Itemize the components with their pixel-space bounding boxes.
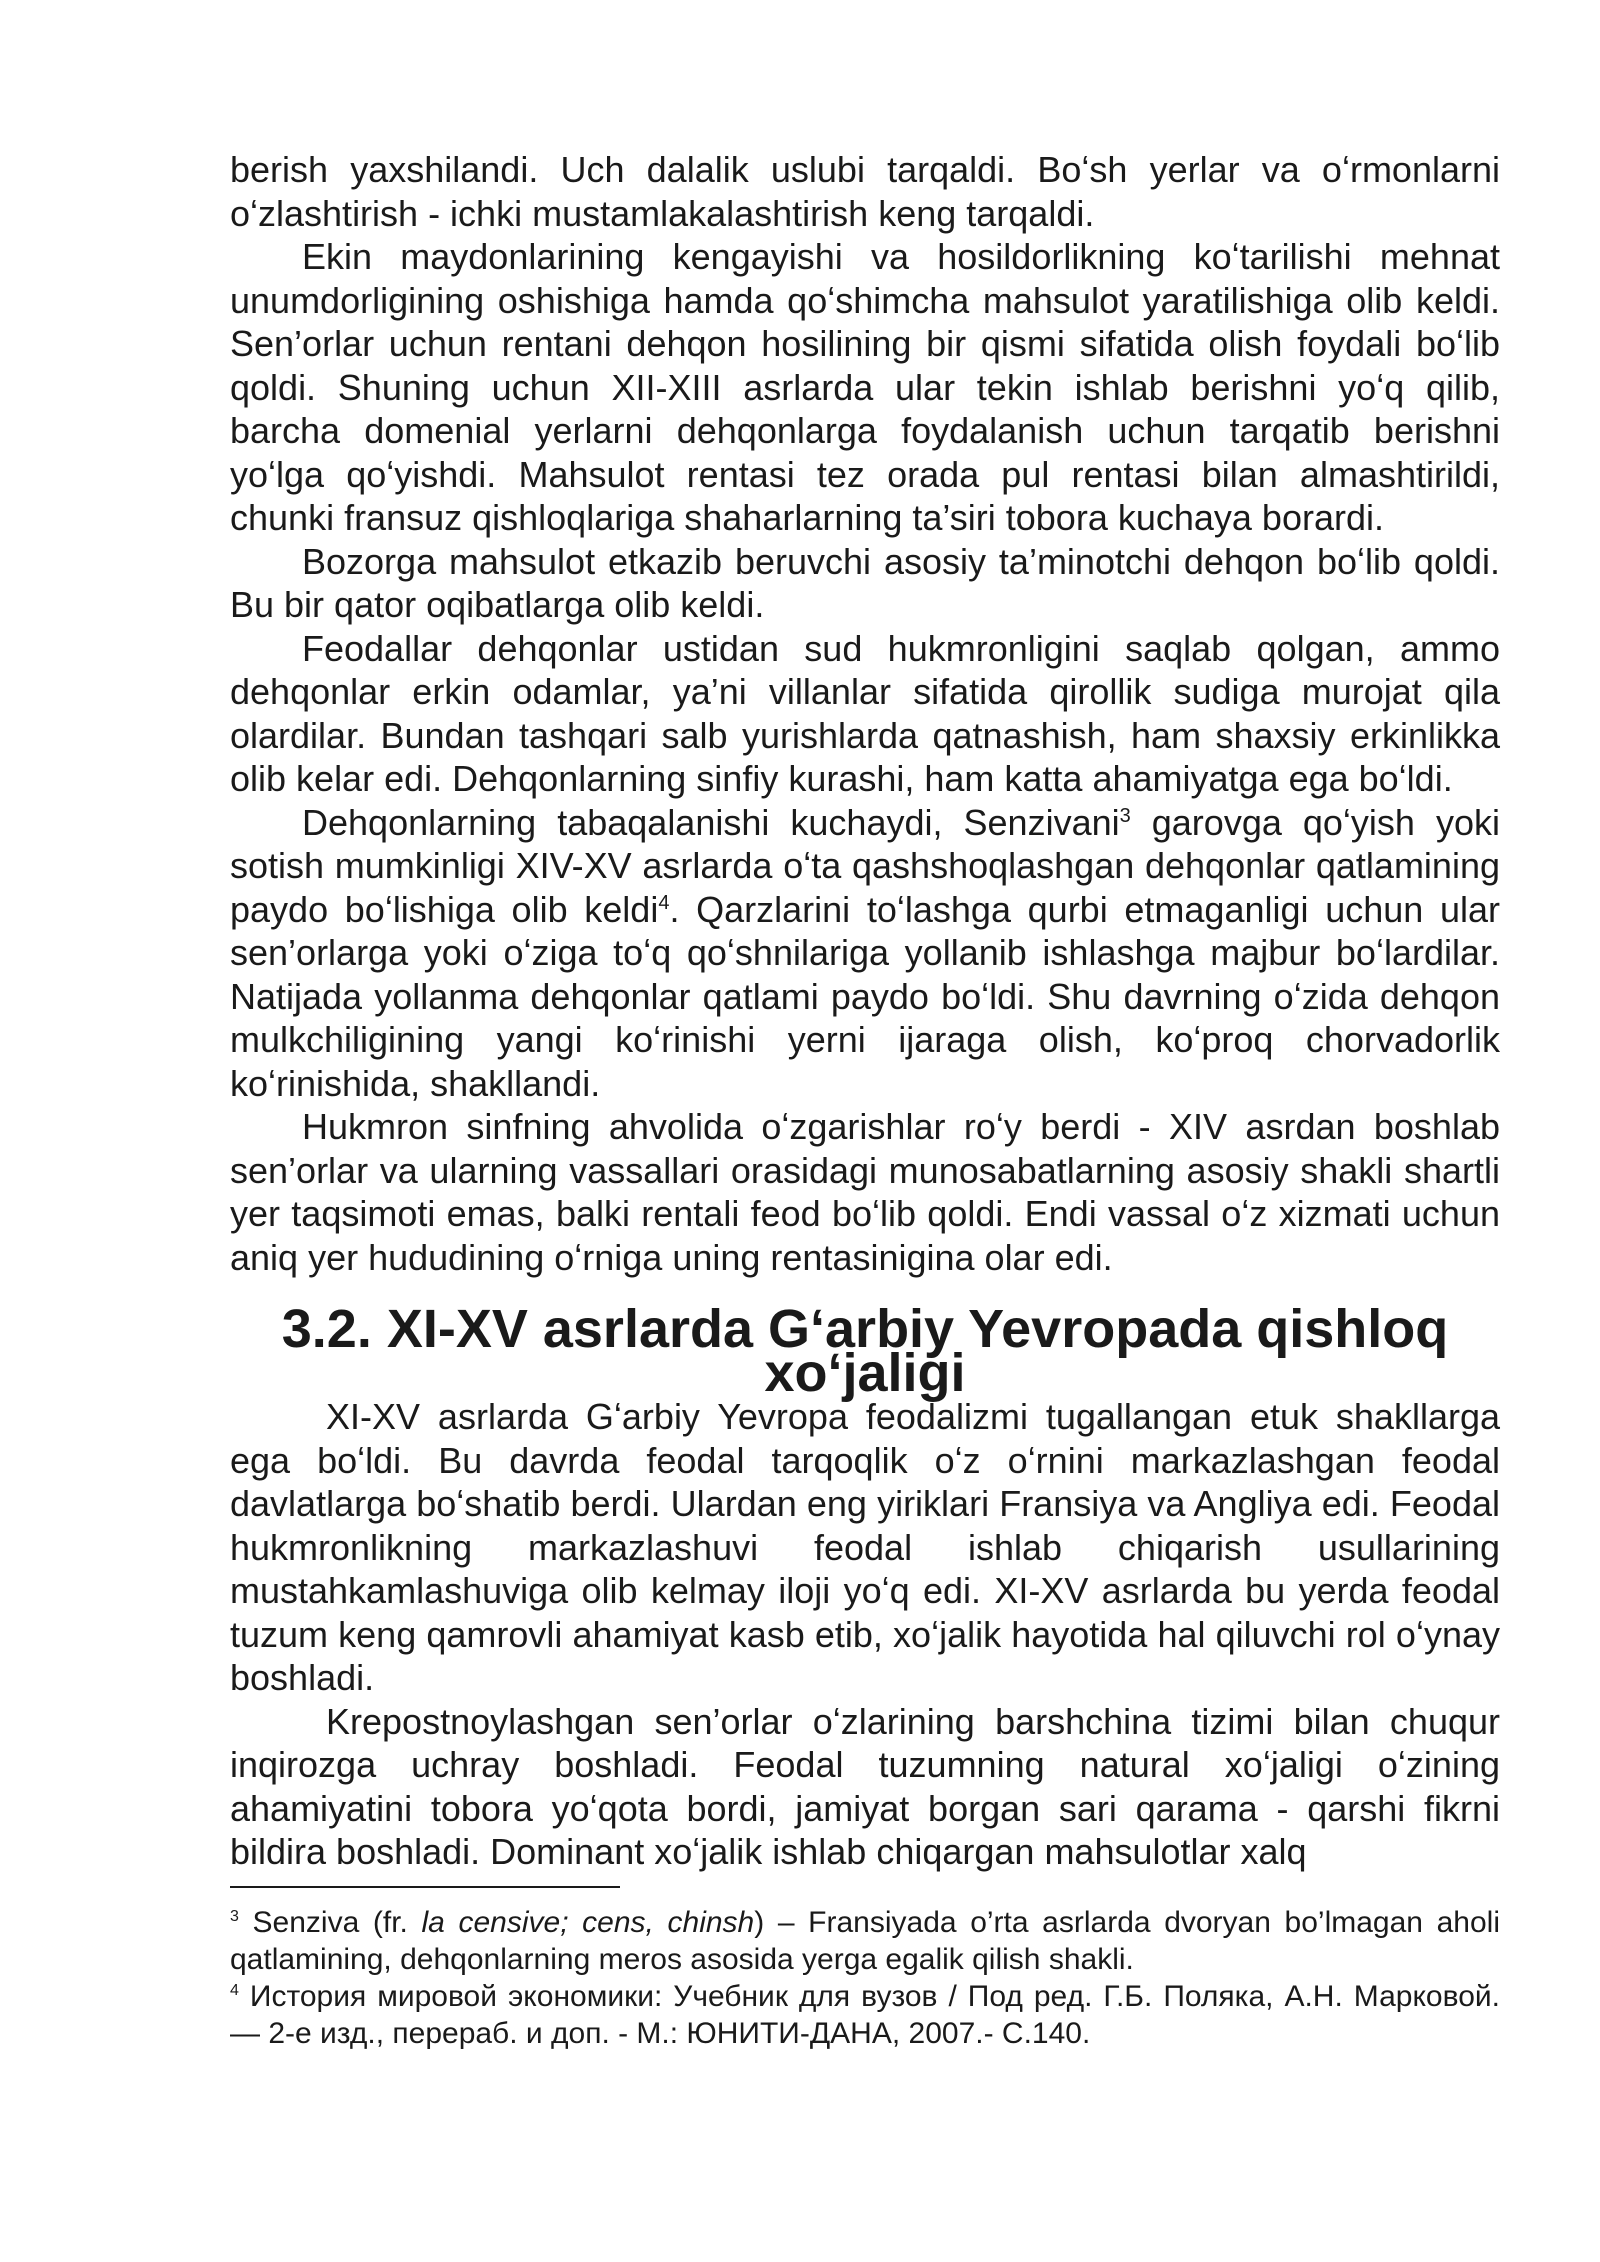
footnote-4 bbox=[230, 1978, 1500, 2052]
paragraph-ekin: Ekin maydonlarining kengayishi va hosildorlikning koʻtarilishi mehnat unumdorligining oshishiga hamda qoʻshimcha mahsulot yaratilishiga olib keldi. Sen’orlar uchun rentani dehqon hosilining bir qismi sifatida olish foydali boʻlib qoldi. Shuning uchun XII-XIII asrlarda ular tekin ishlab berishni yoʻq qilib, barcha domenial yerlarni dehqonlarga foydalanish uchun tarqatib berishni yoʻlga qoʻyishdi. Mahsulot rentasi tez orada pul rentasi bilan almashtirildi, chunki fransuz qishloqlariga shaharlarning ta’siri tobora kuchaya borardi. bbox=[230, 236, 1500, 538]
document-page bbox=[230, 148, 1500, 2052]
footnote-text: История мировой экономики: Учебник для вузов / Под ред. Г.Б. Поляка, А.Н. Марковой. — 2-е изд., перераб. и доп. - М.: ЮНИТИ-ДАНА, 2007.- С.140. bbox=[230, 1979, 1500, 2050]
paragraph-feodallar: Feodallar dehqonlar ustidan sud hukmronligini saqlab qolgan, ammo dehqonlar erkin odamlar, ya’ni villanlar sifatida qirollik sudiga murojat qila olardilar. Bundan tashqari salb yurishlarda qatnashish, ham shaxsiy erkinlikka olib kelar edi. Dehqonlarning sinfiy kurashi, ham katta ahamiyatga ega boʻldi. bbox=[230, 627, 1500, 799]
paragraph-continuation: berish yaxshilandi. Uch dalalik uslubi tarqaldi. Boʻsh yerlar va oʻrmonlarni oʻzlashtirish - ichki mustamlakalashtirish keng tarqaldi. bbox=[230, 149, 1500, 234]
footnote-italic-term: la censive; cens, chinsh bbox=[421, 1905, 755, 1939]
paragraph-bozorga: Bozorga mahsulot etkazib beruvchi asosiy ta’minotchi dehqon boʻlib qoldi. Bu bir qator oqibatlarga olib keldi. bbox=[230, 540, 1500, 625]
footnote-text: ) – Fransiyada o’rta asrlarda dvoryan bo’lmagan aholi qatlamining, dehqonlarning meros asosida yerga egalik qilish shakli. bbox=[230, 1905, 1500, 1976]
section-heading: 3.2. XI-XV asrlarda Gʻarbiy Yevropada qishloq xoʻjaligi bbox=[281, 1299, 1449, 1403]
footnote-ref-4[interactable]: 4 bbox=[658, 891, 670, 914]
footnote-ref-3[interactable]: 3 bbox=[1119, 804, 1131, 827]
paragraph-krepostnoy: Krepostnoylashgan sen’orlar oʻzlarining barshchina tizimi bilan chuqur inqirozga uchray boshladi. Feodal tuzumning natural xoʻjaligi oʻzining ahamiyatini tobora yoʻqota bordi, jamiyat borgan sari qarama - qarshi fikrni bildira boshladi. Dominant xoʻjalik ishlab chiqargan mahsulotlar xalq bbox=[230, 1700, 1500, 1872]
paragraph-text: garovga qoʻyish yoki sotish mumkinligi XIV-XV asrlarda oʻta qashshoqlashgan dehqonlar qatlamining paydo boʻlishiga olib keldi bbox=[230, 801, 1500, 930]
footnote-number: 3 bbox=[230, 1907, 239, 1925]
footnote-3 bbox=[230, 1904, 1500, 1978]
paragraph-section-intro: XI-XV asrlarda Gʻarbiy Yevropa feodalizmi tugallangan etuk shakllarga ega boʻldi. Bu davrda feodal tarqoqlik oʻz oʻrnini markazlashgan feodal davlatlarga boʻshatib berdi. Ulardan eng yiriklari Fransiya va Angliya edi. Feodal hukmronlikning markazlashuvi feodal ishlab chiqarish usullarining mustahkamlashuviga olib kelmay iloji yoʻq edi. XI-XV asrlarda bu yerda feodal tuzum keng qamrovli ahamiyat kasb etib, xoʻjalik hayotida hal qiluvchi rol oʻynay boshladi. bbox=[230, 1396, 1500, 1698]
footnote-number: 4 bbox=[230, 1981, 239, 1999]
paragraph-hukmron: Hukmron sinfning ahvolida oʻzgarishlar roʻy berdi - XIV asrdan boshlab sen’orlar va ularning vassallari orasidagi munosabatlarning asosiy shakli shartli yer taqsimoti emas, balki rentali feod boʻlib qoldi. Endi vassal oʻz xizmati uchun aniq yer hududining oʻrniga uning rentasinigina olar edi. bbox=[230, 1106, 1500, 1278]
footnote-separator bbox=[230, 1886, 620, 1888]
paragraph-text: . Qarzlarini toʻlashga qurbi etmaganligi uchun ular sen’orlarga yoki oʻziga toʻq qoʻshnilariga yollanib ishlashga majbur boʻlardilar. Natijada yollanma dehqonlar qatlami paydo boʻldi. Shu davrning oʻzida dehqon mulkchiligining yangi koʻrinishi yerni ijaraga olish, koʻproq chorvadorlik koʻrinishida, shakllandi. bbox=[230, 888, 1500, 1104]
paragraph-dehqonlarning bbox=[230, 801, 1500, 1106]
footnote-text: Senziva (fr. bbox=[238, 1905, 422, 1939]
paragraph-text: Dehqonlarning tabaqalanishi kuchaydi, Senzivani bbox=[302, 801, 1120, 843]
